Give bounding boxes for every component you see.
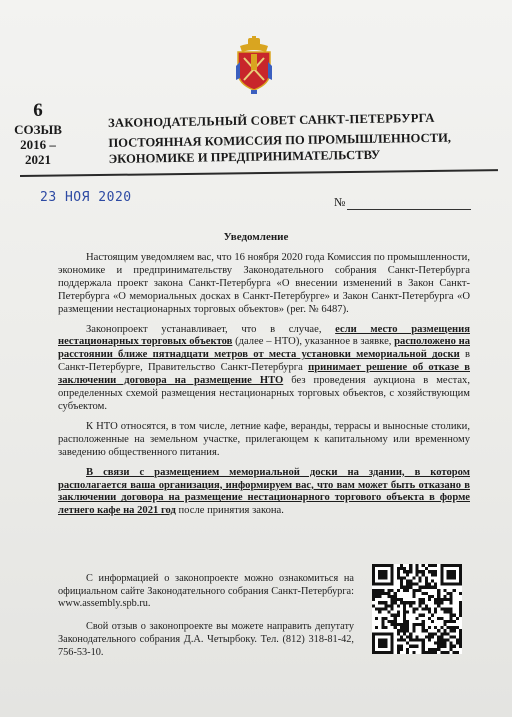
document-title: Уведомление xyxy=(223,231,289,243)
emphasis-run: В связи с размещением мемориальной доски на здании, в котором располагается ваша организация, информируем вас, что вам может быть отказано в заключении договора на размещение нестационарного торгового объекта в форме летнего кафе на 2021 год xyxy=(58,466,470,517)
text-run: Законопроект устанавливает, что в случае, xyxy=(86,323,336,335)
emphasis-run: принимает решение об отказе в заключении договора на размещение НТО xyxy=(58,362,470,387)
convocation-years-end: 2021 xyxy=(25,152,51,167)
website-paragraph: С информацией о законопроекте можно ознакомиться на официальном сайте Законодательного собрания Санкт-Петербурга: www.assembly.spb.ru. xyxy=(58,573,354,610)
feedback-paragraph: Свой отзыв о законопроекте вы можете направить депутату Законодательного собрания Д.А. Четырбоку. Тел. (812) 318-81-42, 756-53-10. xyxy=(58,621,354,658)
st-petersburg-coat-of-arms-icon xyxy=(236,36,272,94)
number-label: № xyxy=(334,195,346,209)
emphasis-run: расположено на расстоянии ближе пятнадцати метров от места установки мемориальной доски xyxy=(58,336,470,361)
convocation-block xyxy=(6,100,70,167)
convocation-years-start: 2016 – xyxy=(20,137,56,152)
emphasis-run: если место размещения нестационарных торговых объектов xyxy=(58,323,470,348)
number-blank-line xyxy=(347,199,471,210)
paragraph-2 xyxy=(58,324,470,414)
qr-code-icon[interactable] xyxy=(372,564,462,654)
commission-line-1: ПОСТОЯННАЯ КОМИССИЯ ПО ПРОМЫШЛЕННОСТИ, xyxy=(108,130,452,150)
paragraph-1: Настоящим уведомляем вас, что 16 ноября 2020 года Комиссия по промышленности, экономике и предпринимательству Законодательного собрания Санкт-Петербурга поддержала проект закона Санкт-Петербурга «О внесении изменений в Закон Санкт-Петербурга «О мемориальных досках в Санкт-Петербурге» и Закон Санкт-Петербурга «О размещении нестационарных торговых объектов» (рег. № 6487). xyxy=(58,252,470,315)
org-name: ЗАКОНОДАТЕЛЬНЫЙ СОВЕТ САНКТ-ПЕТЕРБУРГА xyxy=(108,110,435,130)
paragraph-4 xyxy=(58,467,470,519)
convocation-number: 6 xyxy=(33,100,43,121)
date-stamp: 23 НОЯ 2020 xyxy=(40,190,132,205)
text-run: (далее – НТО), указанное в заявке, xyxy=(232,336,395,348)
document-number-field xyxy=(334,195,471,210)
contact-info xyxy=(58,573,354,669)
convocation-label: СОЗЫВ xyxy=(14,122,62,137)
letterhead xyxy=(108,110,505,167)
letterhead-divider xyxy=(20,169,498,177)
text-run: после принятия закона. xyxy=(175,505,284,517)
commission-line-2: ЭКОНОМИКЕ И ПРЕДПРИНИМАТЕЛЬСТВУ xyxy=(108,147,381,166)
text-run: без проведения аукциона в местах, определенных схемой размещения нестационарных торговых объектов, с хозяйствующим субъектом. xyxy=(58,375,470,412)
document-body xyxy=(58,252,470,525)
text-run: в Санкт-Петербурге, Правительство Санкт-Петербурга xyxy=(58,349,470,374)
paragraph-3: К НТО относятся, в том числе, летние кафе, веранды, террасы и выносные столики, расположенные на земельном участке, прилегающем к капитальному или временному заведению общественного питания. xyxy=(58,420,470,458)
